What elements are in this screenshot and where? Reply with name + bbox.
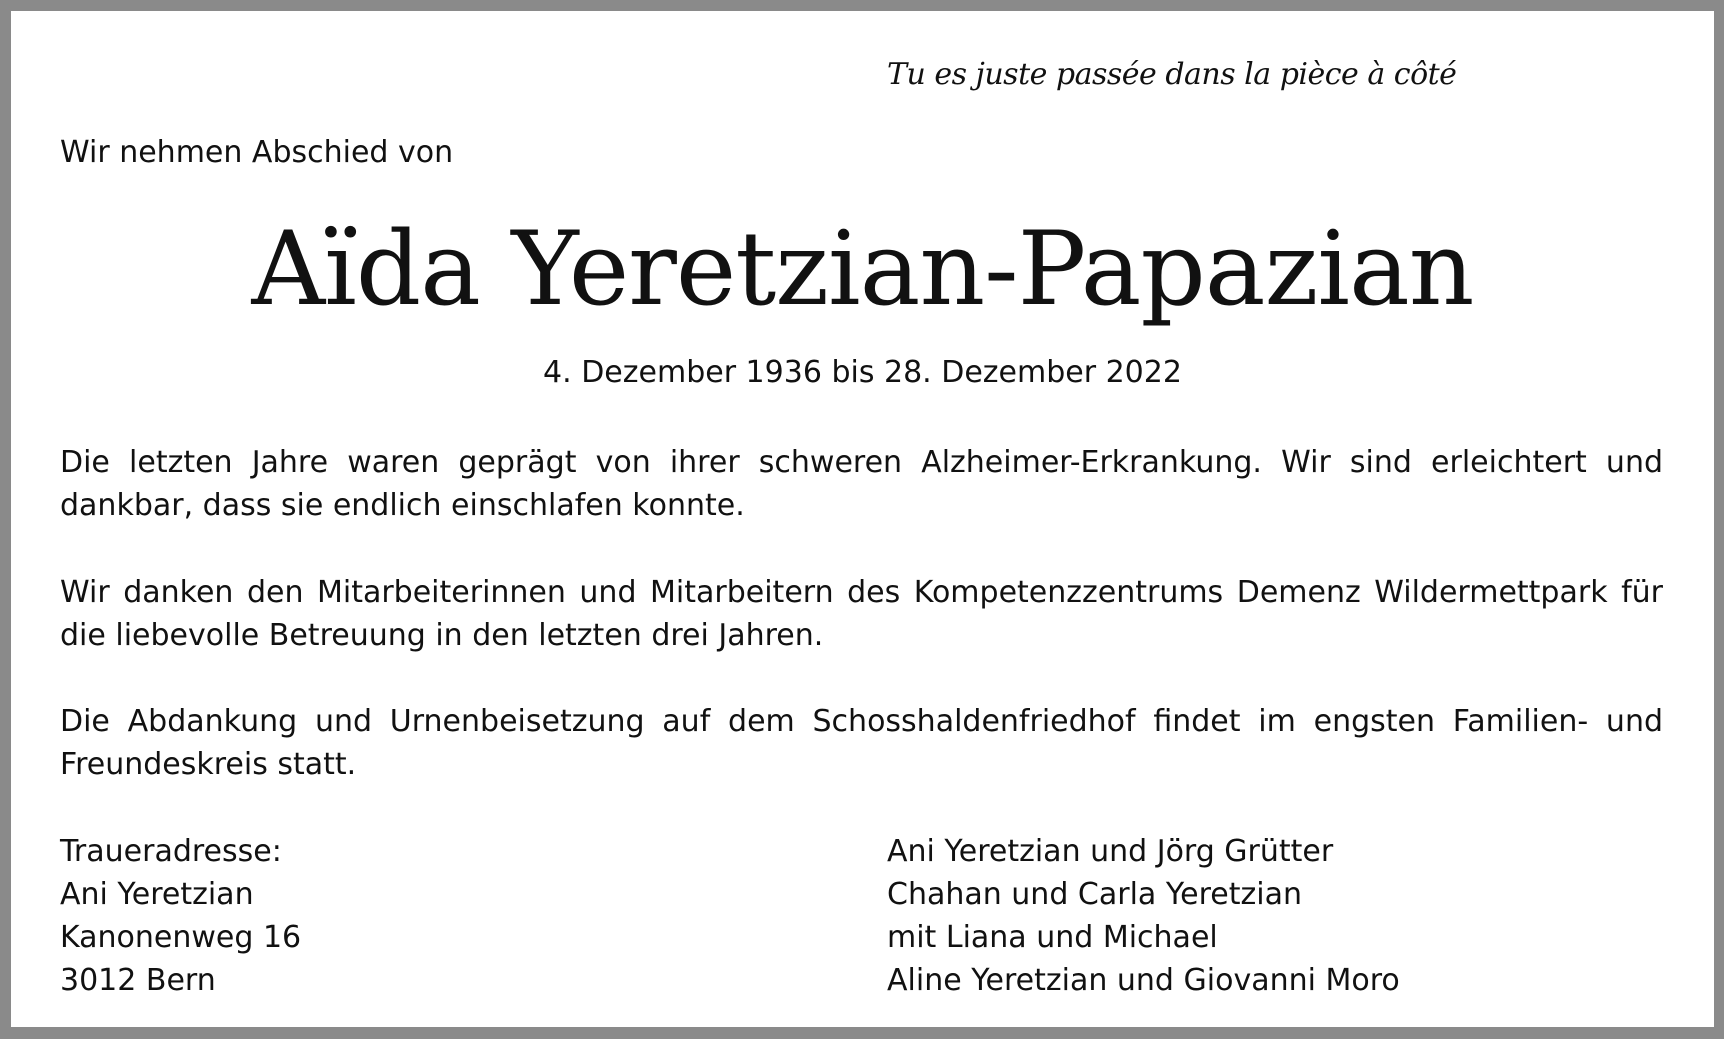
paragraph-funeral: Die Abdankung und Urnenbeisetzung auf dem Schosshaldenfriedhof findet im engsten Familien- und Freundeskreis statt. [60, 704, 1663, 782]
deceased-name: Aïda Yeretzian-Papazian [251, 210, 1474, 329]
obituary-card [11, 11, 1714, 1027]
address-street: Kanonenweg 16 [60, 920, 302, 955]
intro-text: Wir nehmen Abschied von [60, 135, 454, 170]
life-dates: 4. Dezember 1936 bis 28. Dezember 2022 [543, 355, 1182, 390]
paragraph-illness: Die letzten Jahre waren geprägt von ihrer schweren Alzheimer-Erkrankung. Wir sind erleichtert und dankbar, dass sie endlich einschlafen konnte. [60, 445, 1663, 523]
mourner-line: Aline Yeretzian und Giovanni Moro [887, 963, 1400, 998]
mourning-address [60, 830, 301, 1002]
paragraph-thanks: Wir danken den Mitarbeiterinnen und Mitarbeitern des Kompetenzzentrums Demenz Wildermettpark für die liebevolle Betreuung in den letzten drei Jahren. [60, 575, 1663, 653]
address-name: Ani Yeretzian [60, 877, 254, 912]
mourner-line: Chahan und Carla Yeretzian [887, 877, 1302, 912]
mourners-list [887, 830, 1400, 1002]
motto: Tu es juste passée dans la pièce à côté [887, 57, 1457, 92]
address-heading: Traueradresse: [60, 834, 282, 869]
address-city: 3012 Bern [60, 963, 216, 998]
mourner-line: Ani Yeretzian und Jörg Grütter [887, 834, 1334, 869]
mourner-line: mit Liana und Michael [887, 920, 1218, 955]
